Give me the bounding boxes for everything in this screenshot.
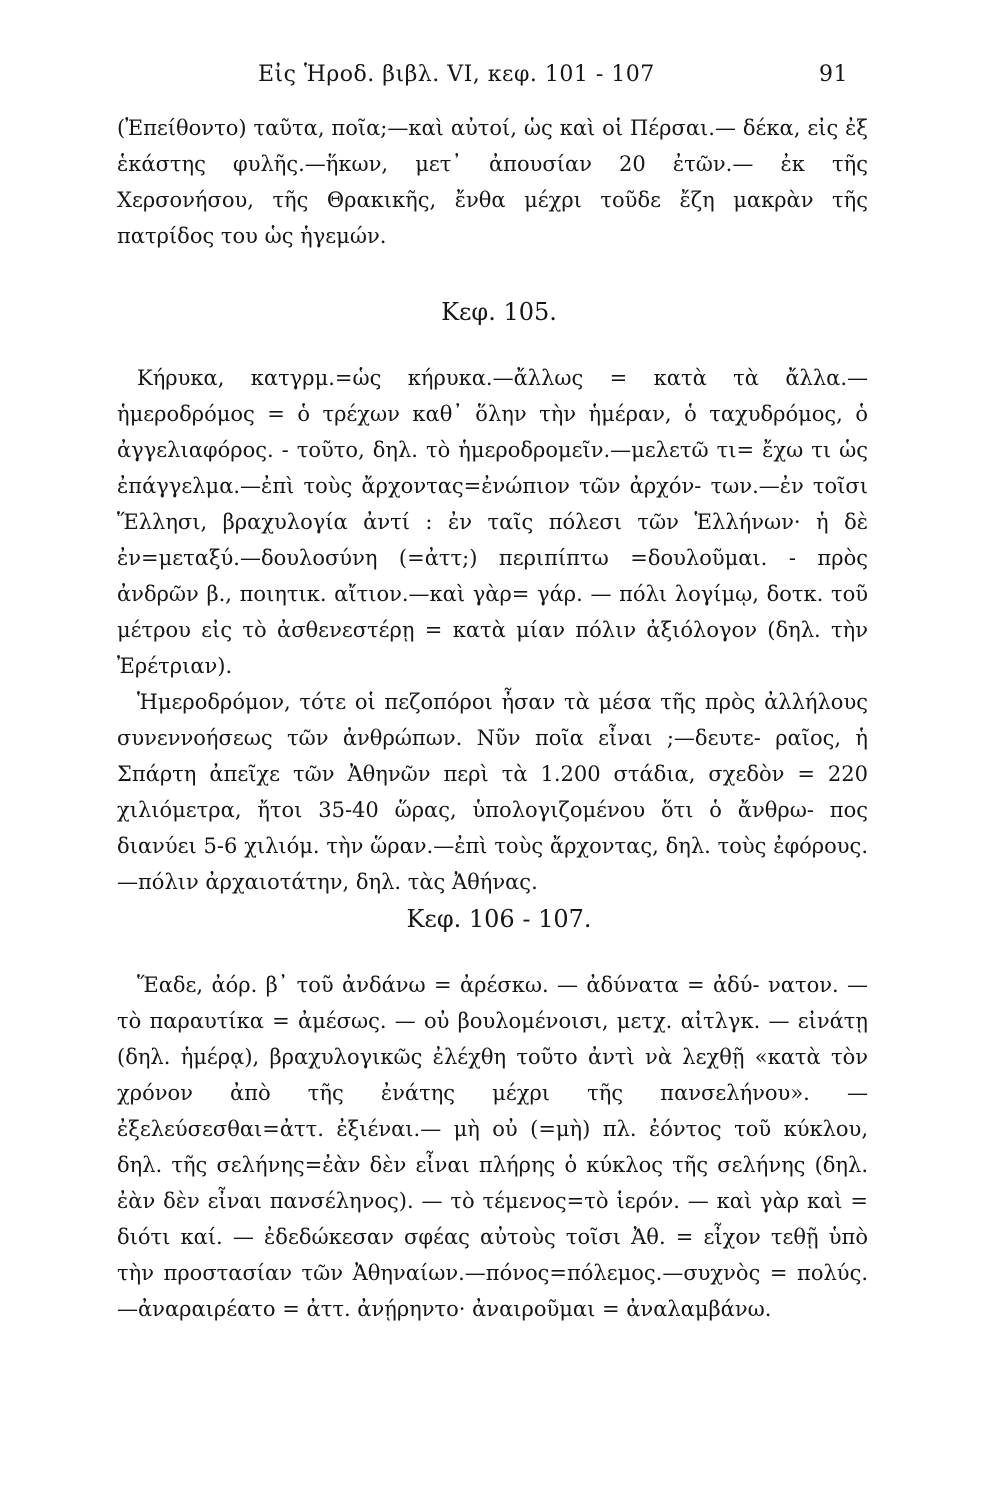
text-line: ἐκ τῆς Χερσονήσου, τῆς Θρακικῆς, ἔνθα μέχρι τοῦδε ἔζη μακρὰν — [117, 152, 868, 212]
text-line: ὁ κύκλος τῆς σελήνης (δηλ. ἐὰν δὲν εἶναι πανσέληνος). — τὸ — [117, 1153, 868, 1213]
running-title: Εἰς Ἡροδ. βιβλ. VI, κεφ. 101 - 107 — [258, 62, 655, 87]
text-line: νατον. — τὸ παραυτίκα = ἀμέσως. — οὐ βουλομένοισι, μετχ. — [117, 973, 868, 1033]
chapter-heading-105: Κεφ. 105. — [441, 298, 557, 326]
text-line: δέκα, εἰς ἐξ ἑκάστης φυλῆς.—ἥκων, μετ᾽ ἀπουσίαν 20 ἐτῶν.— — [117, 116, 868, 176]
text-line: = 220 χιλιόμετρα, ἤτοι 35-40 ὥρας, ὑπολογιζομένου ὅτι ὁ ἄνθρω- — [117, 762, 868, 822]
text-line: =δουλοῦμαι. - πρὸς ἀνδρῶν β., ποιητικ. αἴτιον.—καὶ γὰρ= — [117, 546, 868, 606]
text-line: Ἑλλήνων· ἡ δὲ ἐν=μεταξύ.—δουλοσύνη (=ἀττ;) περιπίπτω — [117, 510, 868, 570]
text-line: ὁ ἀγγελιαφόρος. - τοῦτο, δηλ. τὸ ἡμεροδρομεῖν.—μελετῶ τι= — [117, 402, 868, 462]
text-line: γάρ. — πόλι λογίμῳ, δοτκ. τοῦ μέτρου εἰς τὸ ἀσθενεστέρῃ = — [117, 582, 868, 642]
text-line: Ἕαδε, ἀόρ. β᾽ τοῦ ἀνδάνω = ἀρέσκω. — ἀδύνατα = ἀδύ- — [137, 973, 760, 997]
text-line: σφέας αὐτοὺς τοῖσι Ἀθ. = εἶχον τεθῇ ὑπὸ τὴν προστασίαν τῶν — [117, 1225, 868, 1285]
chapter-heading-106-107: Κεφ. 106 - 107. — [406, 905, 592, 933]
section-105-notes — [117, 360, 868, 900]
text-line: των.—ἐν τοῖσι Ἕλλησι, βραχυλογία ἀντί : ἐν ταῖς πόλεσι τῶν — [117, 474, 868, 534]
text-line: (Ἐπείθοντο) ταῦτα, ποῖα;—καὶ αὐτοί, ὡς καὶ οἱ Πέρσαι.— — [117, 116, 736, 140]
section-101-104-notes — [117, 110, 868, 254]
text-line: ραῖος, ἡ Σπάρτη ἀπεῖχε τῶν Ἀθηνῶν περὶ τὰ 1.200 στάδια, σχεδὸν — [117, 726, 868, 786]
page-number: 91 — [819, 62, 848, 87]
text-line: Ἡμεροδρόμον, τότε οἱ πεζοπόροι ἦσαν τὰ μέσα τῆς πρὸς — [137, 690, 756, 714]
text-line: ἀλλήλους συνεννοήσεως τῶν ἀνθρώπων. Νῦν ποῖα εἶναι ;—δευτε- — [117, 690, 868, 750]
notes-paragraph — [117, 684, 868, 900]
text-line: κατὰ μίαν πόλιν ἀξιόλογον (δηλ. τὴν Ἐρέτριαν). — [117, 618, 868, 678]
notes-paragraph — [117, 360, 868, 684]
text-line: πλ. ἐόντος τοῦ κύκλου, δηλ. τῆς σελήνης=ἐὰν δὲν εἶναι πλήρης — [117, 1117, 868, 1177]
text-line: πανσελήνου». — ἐξελεύσεσθαι=ἀττ. ἐξιέναι.— μὴ οὐ (=μὴ) — [117, 1081, 868, 1141]
text-line: τέμενος=τὸ ἱερόν. — καὶ γὰρ καὶ = διότι καί. — ἐδεδώκεσαν — [117, 1189, 868, 1249]
text-line: Ἀθηναίων.—πόνος=πόλεμος.—συχνὸς = πολύς.—ἀναραιρέατο — [117, 1261, 869, 1321]
text-line: Κήρυκα, κατγρμ.=ὡς κήρυκα.—ἄλλως = κατὰ τὰ ἄλλα.— — [137, 366, 868, 390]
text-line: τῆς πατρίδος του ὡς ἡγεμών. — [117, 188, 868, 248]
notes-paragraph — [117, 110, 868, 254]
text-line: = ἀττ. ἀνῄρηντο· ἀναιροῦμαι = ἀναλαμβάνω. — [282, 1297, 772, 1321]
text-line: ἔχω τι ὡς ἐπάγγελμα.—ἐπὶ τοὺς ἄρχοντας=ἐνώπιον τῶν ἀρχόν- — [117, 438, 868, 498]
text-line: ἡμεροδρόμος = ὁ τρέχων καθ᾽ ὅλην τὴν ἡμέραν, ὁ ταχυδρόμος, — [117, 402, 843, 426]
section-106-107-notes — [117, 967, 868, 1327]
notes-paragraph — [117, 967, 868, 1327]
text-line: αἰτλγκ. — εἰνάτῃ (δηλ. ἡμέρᾳ), βραχυλογικῶς ἐλέχθη τοῦτο — [117, 1009, 868, 1069]
text-line: πος διανύει 5-6 χιλιόμ. τὴν ὥραν.—ἐπὶ τοὺς ἄρχοντας, δηλ. τοὺς — [117, 798, 868, 858]
text-line: ἐφόρους.—πόλιν ἀρχαιοτάτην, δηλ. τὰς Ἀθήνας. — [117, 834, 868, 894]
text-line: ἀντὶ νὰ λεχθῇ «κατὰ τὸν χρόνον ἀπὸ τῆς ἐνάτης μέχρι τῆς — [117, 1045, 868, 1105]
